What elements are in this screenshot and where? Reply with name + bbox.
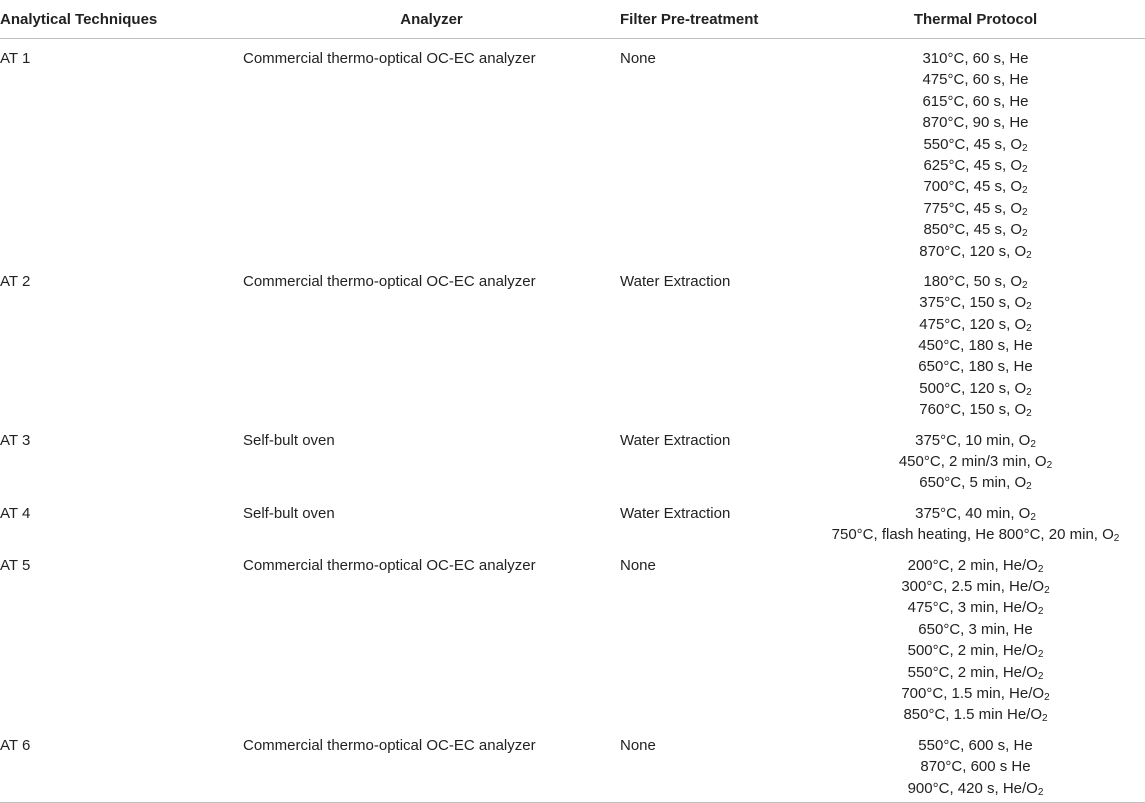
cell-analyzer: Commercial thermo-optical OC-EC analyzer — [243, 556, 536, 574]
protocol-step-subscript: 2 — [1026, 386, 1032, 398]
protocol-step-text: 450°C, 180 s, He — [918, 337, 1033, 355]
protocol-step-text: 650°C, 5 min, O — [919, 474, 1027, 492]
table-row — [0, 421, 1145, 494]
protocol-step — [806, 314, 1145, 335]
protocol-step-text: 650°C, 180 s, He — [918, 358, 1033, 376]
protocol-step — [806, 48, 1145, 69]
protocol-step-subscript: 2 — [1030, 438, 1036, 450]
protocol-step — [806, 472, 1145, 493]
protocol-step-text: 200°C, 2 min, He/O — [907, 556, 1038, 574]
protocol-step-subscript: 2 — [1037, 606, 1044, 618]
protocol-step — [806, 451, 1145, 472]
protocol-step — [806, 112, 1145, 133]
table-row — [0, 494, 1145, 546]
header-analyzer: Analyzer — [243, 0, 620, 39]
cell-pretreatment: None — [620, 726, 806, 803]
protocol-step-subscript: 2 — [1030, 511, 1036, 523]
protocol-step-text: 900°C, 420 s, He/O — [907, 779, 1038, 797]
protocol-step — [806, 176, 1145, 197]
protocol-step — [806, 683, 1145, 704]
protocol-step-subscript: 2 — [1037, 563, 1044, 575]
protocol-step-text: 375°C, 150 s, O — [919, 294, 1027, 312]
protocol-step-text: 550°C, 600 s, He — [918, 736, 1033, 754]
protocol-step-subscript: 2 — [1022, 206, 1028, 218]
protocol-step — [806, 756, 1145, 777]
protocol-step — [806, 271, 1145, 292]
protocol-step — [806, 399, 1145, 420]
cell-protocol — [806, 494, 1145, 546]
protocol-step-text: 750°C, flash heating, He 800°C, 20 min, O — [831, 526, 1114, 544]
protocol-step-text: 475°C, 120 s, O — [919, 315, 1027, 333]
protocol-step-text: 700°C, 1.5 min, He/O — [901, 684, 1045, 702]
cell-protocol — [806, 39, 1145, 262]
cell-technique: AT 3 — [0, 431, 31, 449]
protocol-step — [806, 778, 1145, 799]
protocol-step-subscript: 2 — [1037, 786, 1044, 798]
cell-technique: AT 6 — [0, 726, 243, 803]
protocol-step — [806, 503, 1145, 524]
protocol-step — [806, 198, 1145, 219]
protocol-step-text: 375°C, 10 min, O — [915, 431, 1031, 449]
protocol-step — [806, 524, 1145, 545]
protocol-step-text: 300°C, 2.5 min, He/O — [901, 577, 1045, 595]
protocol-step-subscript: 2 — [1026, 301, 1032, 313]
protocol-step-text: 850°C, 1.5 min He/O — [903, 706, 1042, 724]
protocol-step-text: 500°C, 2 min, He/O — [907, 642, 1038, 660]
cell-technique: AT 2 — [0, 272, 31, 290]
protocol-step-subscript: 2 — [1022, 279, 1028, 291]
header-pretreatment: Filter Pre-treatment — [620, 0, 806, 39]
protocol-step-subscript: 2 — [1046, 460, 1053, 472]
protocol-step-text: 870°C, 90 s, He — [922, 114, 1029, 132]
table-row — [0, 262, 1145, 421]
protocol-step — [806, 134, 1145, 155]
protocol-step-subscript: 2 — [1026, 408, 1032, 420]
protocol-step-text: 760°C, 150 s, O — [919, 401, 1027, 419]
protocol-step-subscript: 2 — [1026, 481, 1032, 493]
protocol-step — [806, 662, 1145, 683]
header-protocol: Thermal Protocol — [806, 0, 1145, 39]
cell-protocol — [806, 546, 1145, 726]
cell-protocol — [806, 726, 1145, 803]
protocol-step — [806, 292, 1145, 313]
protocol-step-subscript: 2 — [1037, 649, 1044, 661]
protocol-step-text: 775°C, 45 s, O — [923, 199, 1022, 217]
protocol-step-text: 375°C, 40 min, O — [915, 504, 1031, 522]
cell-protocol — [806, 262, 1145, 421]
protocol-step-text: 650°C, 3 min, He — [918, 620, 1033, 638]
protocol-step-text: 870°C, 600 s He — [920, 758, 1031, 776]
protocol-step — [806, 597, 1145, 618]
protocol-step-subscript: 2 — [1026, 249, 1032, 261]
protocol-step — [806, 69, 1145, 90]
protocol-step-text: 550°C, 2 min, He/O — [907, 663, 1038, 681]
protocol-step-subscript: 2 — [1113, 533, 1120, 545]
header-row — [0, 0, 1145, 39]
protocol-step-text: 700°C, 45 s, O — [923, 178, 1022, 196]
protocol-step — [806, 241, 1145, 262]
protocol-step-subscript: 2 — [1044, 584, 1050, 596]
protocol-step-text: 500°C, 120 s, O — [919, 379, 1027, 397]
protocol-step-subscript: 2 — [1044, 691, 1050, 703]
protocol-step — [806, 378, 1145, 399]
protocol-step — [806, 555, 1145, 576]
protocol-step-text: 870°C, 120 s, O — [919, 242, 1027, 260]
protocol-step — [806, 356, 1145, 377]
protocol-step-text: 550°C, 45 s, O — [923, 135, 1022, 153]
protocol-step — [806, 640, 1145, 661]
protocol-step-text: 615°C, 60 s, He — [922, 92, 1029, 110]
protocol-step-text: 180°C, 50 s, O — [923, 272, 1022, 290]
cell-analyzer: Commercial thermo-optical OC-EC analyzer — [243, 726, 620, 803]
protocol-step-subscript: 2 — [1026, 322, 1032, 334]
protocol-step — [806, 219, 1145, 240]
table-row — [0, 726, 1145, 803]
protocol-step-subscript: 2 — [1022, 142, 1028, 154]
cell-protocol — [806, 421, 1145, 494]
table-row — [0, 546, 1145, 726]
protocol-step-subscript: 2 — [1037, 670, 1044, 682]
cell-analyzer: Commercial thermo-optical OC-EC analyzer — [243, 272, 536, 290]
protocol-step-subscript: 2 — [1022, 163, 1028, 175]
protocol-step-text: 850°C, 45 s, O — [923, 221, 1022, 239]
protocol-step-subscript: 2 — [1042, 713, 1048, 725]
protocol-step — [806, 91, 1145, 112]
protocol-step — [806, 704, 1145, 725]
protocol-step — [806, 735, 1145, 756]
protocol-step-subscript: 2 — [1022, 228, 1028, 240]
cell-pretreatment: Water Extraction — [620, 504, 731, 522]
protocol-step — [806, 335, 1145, 356]
cell-pretreatment: None — [620, 556, 656, 574]
table-row — [0, 39, 1145, 262]
table-body — [0, 39, 1145, 803]
cell-technique: AT 4 — [0, 504, 31, 522]
cell-analyzer: Commercial thermo-optical OC-EC analyzer — [243, 50, 536, 67]
protocol-step-subscript: 2 — [1022, 185, 1028, 197]
table-header — [0, 0, 1145, 39]
protocol-step — [806, 619, 1145, 640]
cell-technique: AT 1 — [0, 50, 31, 67]
cell-pretreatment: Water Extraction — [620, 272, 731, 290]
protocol-step — [806, 576, 1145, 597]
cell-analyzer: Self-bult oven — [243, 431, 335, 449]
cell-pretreatment: None — [620, 50, 656, 67]
protocol-step — [806, 430, 1145, 451]
protocol-step-text: 310°C, 60 s, He — [922, 50, 1029, 67]
protocol-step-text: 450°C, 2 min/3 min, O — [898, 453, 1047, 471]
cell-pretreatment: Water Extraction — [620, 431, 731, 449]
protocol-step-text: 475°C, 60 s, He — [922, 71, 1029, 89]
header-technique: Analytical Techniques — [0, 0, 243, 39]
protocol-step-text: 475°C, 3 min, He/O — [907, 599, 1038, 617]
protocol-step — [806, 155, 1145, 176]
cell-technique: AT 5 — [0, 556, 31, 574]
protocol-step-text: 625°C, 45 s, O — [923, 156, 1022, 174]
cell-analyzer: Self-bult oven — [243, 504, 335, 522]
